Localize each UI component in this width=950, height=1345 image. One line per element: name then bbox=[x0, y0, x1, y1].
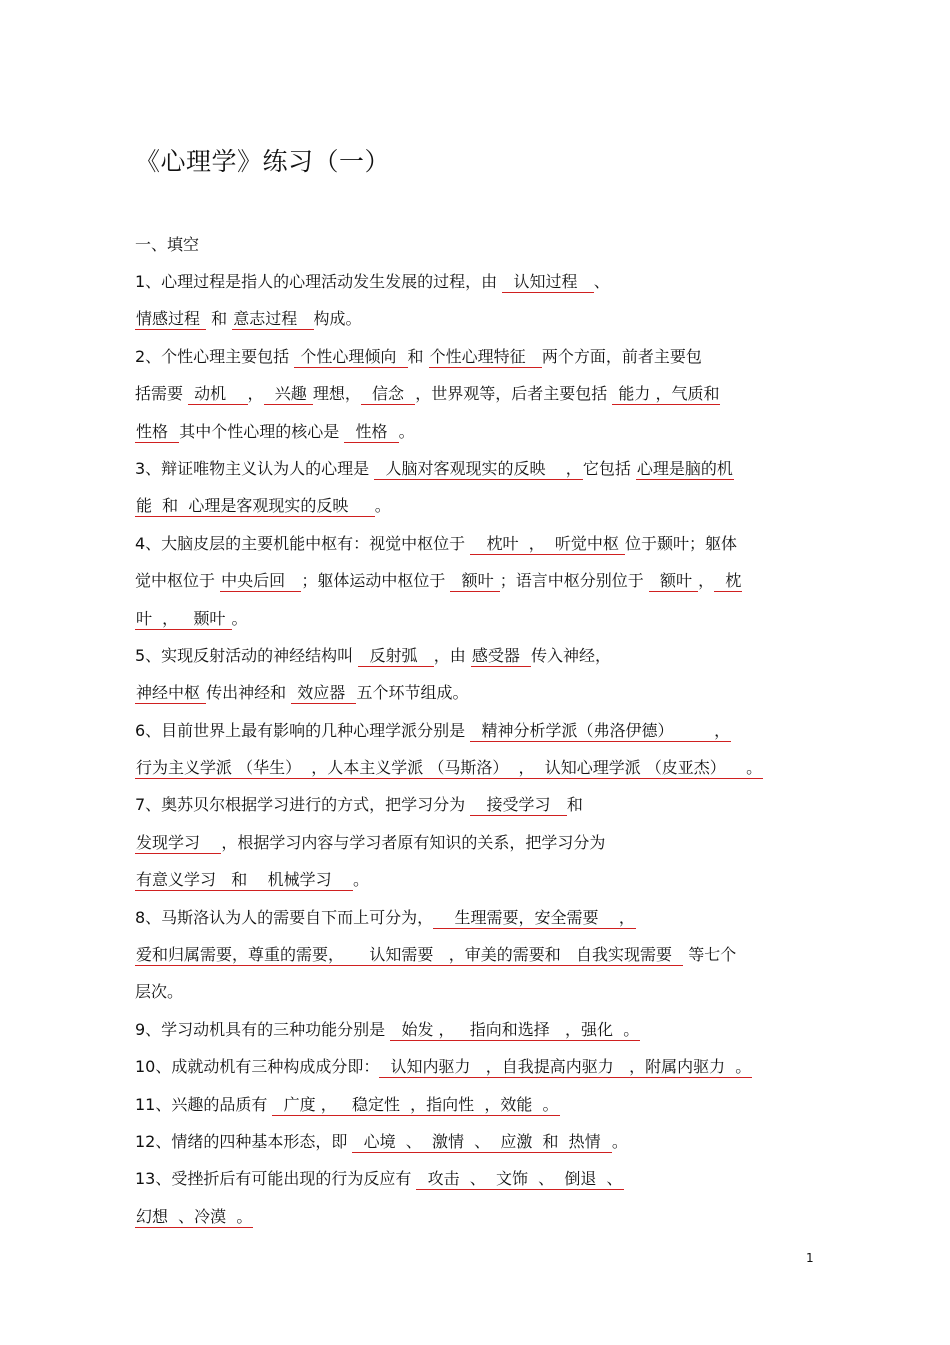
question-text: 2、个性心理主要包括 bbox=[135, 346, 295, 366]
answer-blank: 个性心理特征 bbox=[429, 346, 541, 366]
text-line bbox=[135, 936, 825, 973]
question-text: 和 bbox=[566, 795, 583, 815]
text-line bbox=[135, 562, 825, 599]
question-list bbox=[135, 263, 825, 1235]
answer-blank: 情感过程 bbox=[136, 309, 206, 329]
question-text: 五个环节组成。 bbox=[356, 683, 469, 703]
question-text: 。 bbox=[352, 870, 369, 890]
question-text: 觉中枢位于 bbox=[135, 571, 221, 591]
answer-blank: 性格 bbox=[136, 421, 179, 441]
answer-blank: 动机 bbox=[189, 384, 247, 404]
text-line bbox=[135, 1123, 825, 1160]
question-text: 它包括 bbox=[582, 458, 636, 478]
question-text: 位于颞叶；躯体 bbox=[624, 533, 737, 553]
answer-blank: 始发 ， 指向和选择 ，强化 。 bbox=[391, 1019, 640, 1039]
answer-blank: 反射弧 bbox=[359, 645, 433, 665]
text-line bbox=[135, 1048, 825, 1085]
question-text: 8、马斯洛认为人的需要自下而上可分为， bbox=[135, 907, 434, 927]
text-line bbox=[135, 525, 825, 562]
answer-blank: 神经中枢 bbox=[136, 683, 206, 703]
question-text: 和 bbox=[407, 346, 429, 366]
answer-blank: 性格 bbox=[345, 421, 398, 441]
answer-blank: 枕 bbox=[715, 571, 742, 591]
answer-blank: 广度 ， 稳定性 ，指向性 ，效能 。 bbox=[273, 1094, 559, 1114]
answer-blank: 额叶 bbox=[649, 571, 698, 591]
text-line bbox=[135, 973, 825, 1010]
question-text: 6、目前世界上最有影响的几种心理学派分别是 bbox=[135, 720, 471, 740]
question-text: 、 bbox=[593, 272, 610, 291]
question-text: ，根据学习内容与学习者原有知识的关系，把学习分为 bbox=[221, 832, 606, 852]
question-text: 。 bbox=[231, 608, 248, 628]
answer-blank: 兴趣 bbox=[264, 384, 312, 404]
question-text: ，由 bbox=[433, 645, 471, 665]
question-text: 5、实现反射活动的神经结构叫 bbox=[135, 645, 359, 665]
question-text: 7、奥苏贝尔根据学习进行的方式，把学习分为 bbox=[135, 795, 471, 815]
answer-blank: 信念 bbox=[361, 384, 415, 404]
answer-blank: 意志过程 bbox=[233, 309, 313, 329]
question-text: 。 bbox=[611, 1131, 628, 1151]
answer-blank: 效应器 bbox=[292, 683, 356, 703]
question-text: 构成。 bbox=[313, 309, 362, 329]
answer-blank: 攻击 、 文饰 、 倒退 、 bbox=[417, 1169, 623, 1189]
question-text: 3、辩证唯物主义认为人的心理是 bbox=[135, 458, 375, 478]
text-line bbox=[135, 600, 825, 637]
question-text: ；语言中枢分别位于 bbox=[499, 571, 649, 591]
text-line bbox=[135, 1011, 825, 1048]
question-text: 两个方面，前者主要包 bbox=[541, 346, 702, 366]
question-text: 。 bbox=[374, 496, 391, 516]
answer-blank: 接受学习 bbox=[471, 795, 566, 815]
text-line bbox=[135, 487, 825, 524]
question-text: 13、受挫折后有可能出现的行为反应有 bbox=[135, 1169, 417, 1189]
text-line bbox=[135, 637, 825, 674]
answer-blank: 感受器 bbox=[471, 645, 530, 665]
question-text: 其中个性心理的核心是 bbox=[179, 421, 345, 441]
text-line bbox=[135, 450, 825, 487]
question-text: 1、心理过程是指人的心理活动发生发展的过程，由 bbox=[135, 272, 503, 291]
question-text: ， bbox=[698, 571, 715, 591]
text-line bbox=[135, 786, 825, 823]
question-text: 传入神经， bbox=[531, 645, 612, 665]
answer-blank: 行为主义学派 （华生） ，人本主义学派 （马斯洛） ， 认知心理学派 （皮亚杰） 。 bbox=[136, 758, 763, 778]
answer-blank: 精神分析学派（弗洛伊德） ， bbox=[471, 720, 731, 740]
question-text: 12、情绪的四种基本形态，即 bbox=[135, 1131, 353, 1151]
answer-blank: 能力 ，气质和 bbox=[613, 384, 720, 404]
page-title: 《心理学》练习（一） bbox=[135, 147, 391, 176]
question-text: 传出神经和 bbox=[206, 683, 292, 703]
text-line bbox=[135, 674, 825, 711]
text-line bbox=[135, 413, 825, 450]
text-line bbox=[135, 263, 825, 300]
page-number: 1 bbox=[806, 1251, 814, 1265]
question-text: 10、成就动机有三种构成成分即： bbox=[135, 1057, 380, 1077]
text-line bbox=[135, 1198, 825, 1235]
text-line bbox=[135, 300, 825, 337]
answer-blank: 发现学习 bbox=[136, 832, 221, 852]
answer-blank: 中央后回 bbox=[221, 571, 301, 591]
answer-blank: 有意义学习 和 机械学习 bbox=[136, 870, 352, 890]
answer-blank: 心境 、 激情 、 应激 和 热情 bbox=[353, 1131, 611, 1151]
question-text: 层次。 bbox=[135, 982, 184, 1002]
question-text: ；躯体运动中枢位于 bbox=[301, 571, 451, 591]
text-line bbox=[135, 749, 825, 786]
question-text: ， bbox=[247, 384, 264, 404]
question-text: 11、兴趣的品质有 bbox=[135, 1094, 273, 1114]
question-text: 括需要 bbox=[135, 384, 189, 404]
question-text: 。 bbox=[398, 421, 415, 441]
answer-blank: 枕叶 ， 听觉中枢 bbox=[471, 533, 624, 553]
question-text: 理想， bbox=[312, 384, 361, 404]
answer-blank: 人脑对客观现实的反映 ， bbox=[375, 458, 582, 478]
answer-blank: 叶 ， 颞叶 bbox=[136, 608, 231, 628]
answer-blank: 能 和 心理是客观现实的反映 bbox=[136, 496, 374, 516]
answer-blank: 认知过程 bbox=[503, 272, 593, 291]
question-text: 和 bbox=[206, 309, 233, 329]
answer-blank: 幻想 、冷漠 。 bbox=[136, 1206, 253, 1226]
text-line bbox=[135, 861, 825, 898]
question-text: 9、学习动机具有的三种功能分别是 bbox=[135, 1019, 391, 1039]
section-heading: 一、填空 bbox=[135, 235, 200, 254]
text-line bbox=[135, 824, 825, 861]
text-line bbox=[135, 1086, 825, 1123]
answer-blank: 认知内驱力 ，自我提高内驱力 ，附属内驱力 。 bbox=[380, 1057, 752, 1077]
question-text: 4、大脑皮层的主要机能中枢有：视觉中枢位于 bbox=[135, 533, 471, 553]
text-line bbox=[135, 899, 825, 936]
text-line bbox=[135, 338, 825, 375]
text-line bbox=[135, 375, 825, 412]
text-line bbox=[135, 712, 825, 749]
text-line bbox=[135, 1160, 825, 1197]
answer-blank: 额叶 bbox=[451, 571, 499, 591]
answer-blank: 生理需要，安全需要 ， bbox=[434, 907, 635, 927]
question-text: ，世界观等，后者主要包括 bbox=[415, 384, 613, 404]
question-text: 等七个 bbox=[683, 945, 737, 965]
answer-blank: 心理是脑的机 bbox=[636, 458, 733, 478]
answer-blank: 个性心理倾向 bbox=[295, 346, 407, 366]
answer-blank: 爱和归属需要，尊重的需要， 认知需要 ，审美的需要和 自我实现需要 bbox=[136, 945, 683, 965]
